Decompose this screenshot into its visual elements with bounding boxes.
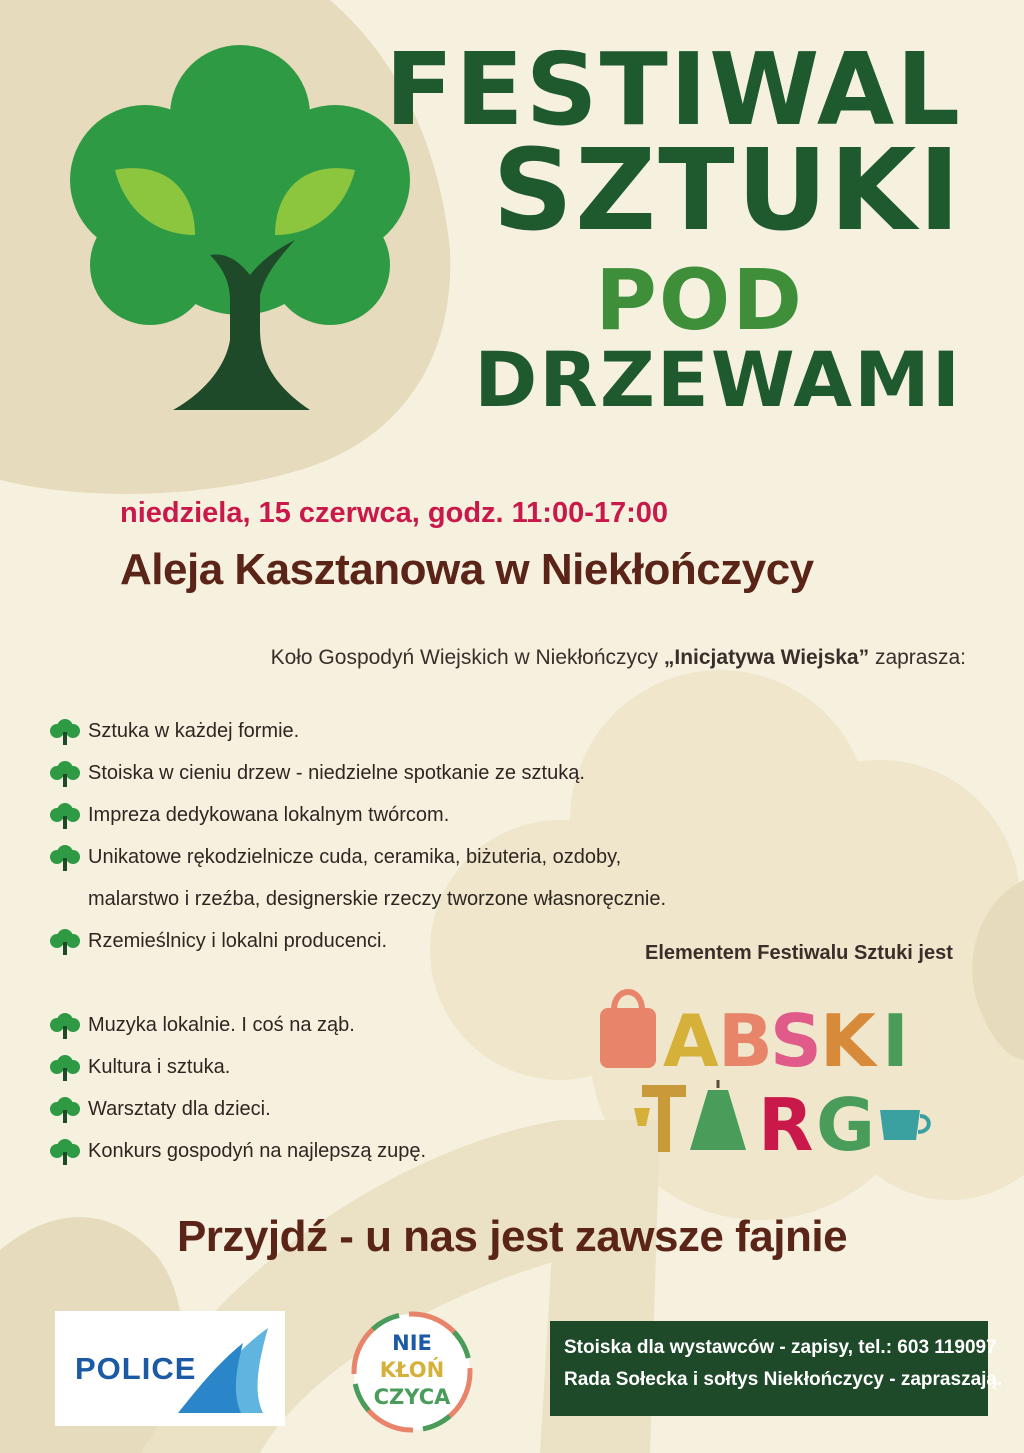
invite-organization: „Inicjatywa Wiejska” (663, 646, 870, 669)
list-item-text: Konkurs gospodyń na najlepszą zupę. (88, 1140, 427, 1162)
tree-bullet-icon (50, 718, 80, 746)
list-item (50, 1046, 666, 1088)
list-item (50, 1088, 666, 1130)
tree-bullet-icon (50, 802, 80, 830)
list-item-text: Impreza dedykowana lokalnym twórcom. (88, 804, 450, 826)
tree-bullet-icon (50, 1096, 80, 1124)
contact-box (550, 1321, 1003, 1416)
event-venue: Aleja Kasztanowa w Niekłończycy (120, 545, 814, 594)
list-item-text: Warsztaty dla dzieci. (88, 1098, 271, 1120)
list-item-text: Unikatowe rękodzielnicze cuda, ceramika, biżuteria, ozdoby, (88, 846, 622, 868)
invite-prefix: Koło Gospodyń Wiejskich w Niekłończycy (270, 646, 664, 669)
svg-text:K: K (820, 999, 876, 1083)
police-logo-text: POLICE (75, 1351, 197, 1386)
title-line-sztuki: SZTUKI (492, 126, 962, 256)
attractions-list (50, 710, 666, 1172)
contact-line-signup: Stoiska dla wystawców - zapisy, tel.: 603 119097 (564, 1337, 997, 1358)
tree-icon (55, 40, 425, 420)
list-item-text: Stoiska w cieniu drzew - niedzielne spotkanie ze sztuką. (88, 762, 585, 784)
list-item-text: Rzemieślnicy i lokalni producenci. (88, 930, 388, 952)
tree-bullet-icon (50, 1012, 80, 1040)
babski-targ-logo (598, 980, 968, 1170)
list-item-text: Kultura i sztuka. (88, 1056, 231, 1078)
tree-bullet-icon (50, 1138, 80, 1166)
invite-suffix: zaprasza: (869, 646, 966, 669)
svg-text:KŁOŃ: KŁOŃ (379, 1358, 445, 1382)
tree-bullet-icon (50, 760, 80, 788)
list-item-text-continued: malarstwo i rzeźba, designerskie rzeczy tworzone własnoręcznie. (88, 888, 667, 910)
svg-text:B: B (718, 999, 773, 1083)
list-item (50, 1004, 666, 1046)
title-line-drzewami: DRZEWAMI (474, 335, 962, 424)
svg-text:R: R (758, 1083, 814, 1167)
tree-bullet-icon (50, 1054, 80, 1082)
babski-intro: Elementem Festiwalu Sztuki jest (645, 942, 953, 964)
slogan: Przyjdź - u nas jest zawsze fajnie (176, 1212, 848, 1261)
list-item-text: Muzyka lokalnie. I coś na ząb. (88, 1014, 355, 1036)
police-logo (55, 1311, 285, 1426)
svg-text:I: I (882, 999, 909, 1083)
title-line-pod: POD (595, 251, 804, 349)
svg-text:NIE: NIE (392, 1331, 432, 1355)
svg-text:G: G (816, 1083, 876, 1167)
contact-line-invite: Rada Sołecka i sołtys Niekłończycy - zapraszają. (564, 1369, 1003, 1390)
list-item-text: Sztuka w każdej formie. (88, 720, 300, 742)
list-item (50, 794, 666, 836)
invitation-text (271, 646, 966, 670)
list-item (50, 920, 666, 962)
list-item (50, 752, 666, 794)
svg-text:A: A (663, 999, 719, 1083)
list-item (50, 1130, 666, 1172)
list-item (50, 710, 666, 752)
svg-text:CZYCA: CZYCA (373, 1385, 451, 1409)
niekonczyca-logo (350, 1310, 475, 1435)
svg-text:S: S (770, 999, 822, 1083)
title-line-festiwal: FESTIWAL (385, 31, 962, 148)
event-date: niedziela, 15 czerwca, godz. 11:00-17:00 (120, 497, 669, 529)
list-item (50, 836, 666, 920)
tree-bullet-icon (50, 928, 80, 956)
tree-bullet-icon (50, 844, 80, 872)
